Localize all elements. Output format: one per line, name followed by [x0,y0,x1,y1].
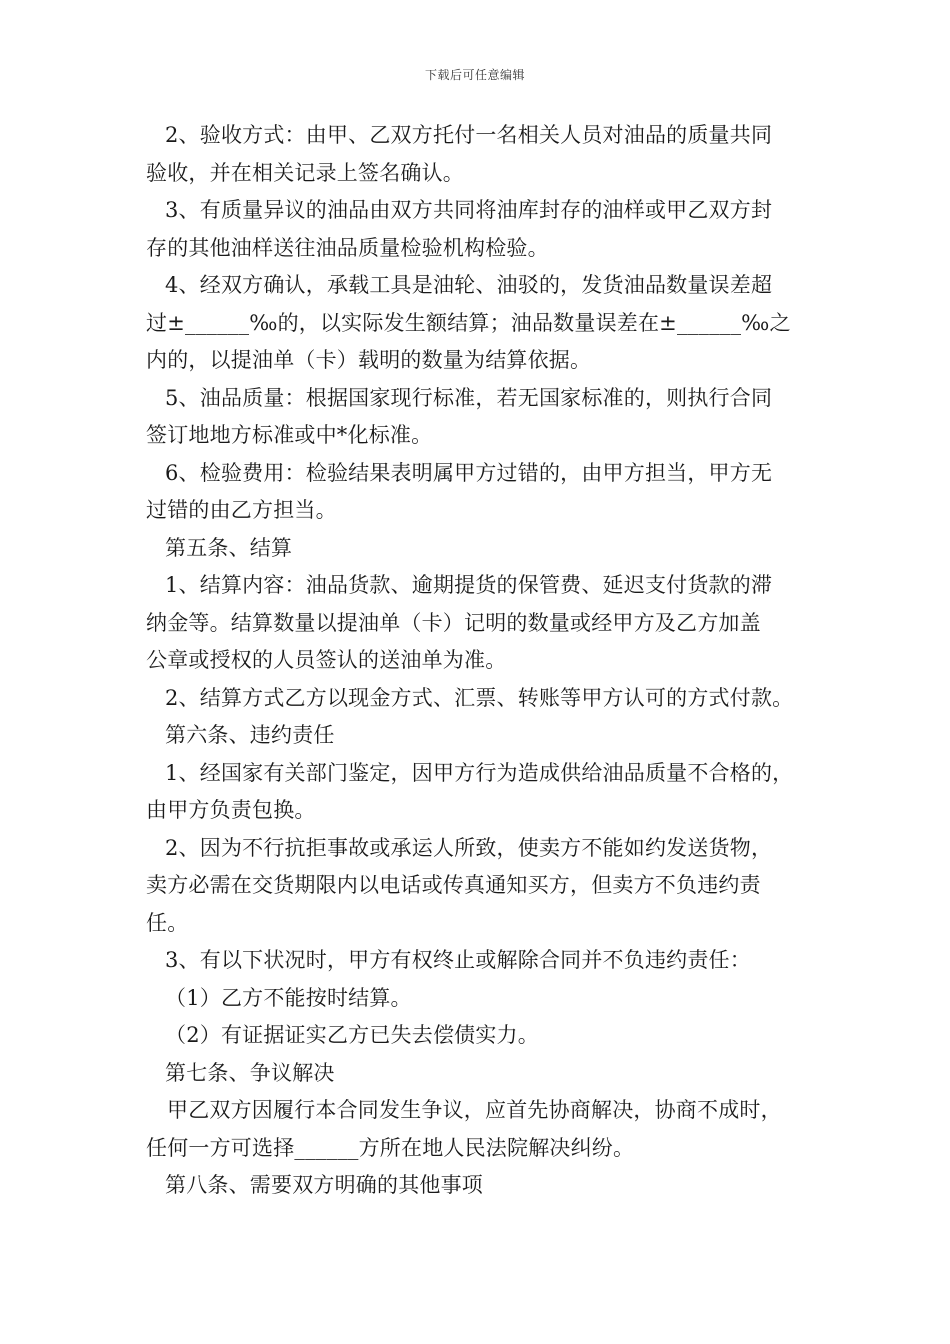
text-line: 卖方必需在交货期限内以电话或传真通知买方，但卖方不负违约责 [146,873,761,897]
page-header: 下载后可任意编辑 [424,68,525,82]
document-body [146,117,818,1205]
text-line: 过错的由乙方担当。 [146,498,337,522]
section-heading: 第六条、违约责任 [165,723,335,747]
text-line: 2、因为不行抗拒事故或承运人所致，使卖方不能如约发送货物， [165,835,773,860]
text-line: 2、结算方式乙方以现金方式、汇票、转账等甲方认可的方式付款。 [165,685,794,710]
section-heading: 第七条、争议解决 [165,1060,335,1085]
text-line: 5、油品质量：根据国家现行标准，若无国家标准的，则执行合同 [165,385,773,410]
text-line: 内的，以提油单（卡）载明的数量为结算依据。 [146,348,592,372]
text-line: 存的其他油样送往油品质量检验机构检验。 [146,235,549,260]
text-line: 由甲方负责包换。 [146,798,316,822]
text-line: （1）乙方不能按时结算。 [165,985,412,1010]
text-line: 公章或授权的人员签认的送油单为准。 [146,648,507,672]
text-line: 纳金等。结算数量以提油单（卡）记明的数量或经甲方及乙方加盖 [146,610,761,635]
text-line: 1、经国家有关部门鉴定，因甲方行为造成供给油品质量不合格的， [165,760,794,785]
text-line: 4、经双方确认，承载工具是油轮、油驳的，发货油品数量误差超 [165,273,773,297]
text-line: 过±______‰的，以实际发生额结算；油品数量误差在±______‰之 [146,310,791,335]
section-heading: 第八条、需要双方明确的其他事项 [165,1173,483,1197]
text-line: 6、检验费用：检验结果表明属甲方过错的，由甲方担当，甲方无 [165,460,773,485]
text-line: 3、有质量异议的油品由双方共同将油库封存的油样或甲乙双方封 [165,198,773,222]
text-line: （2）有证据证实乙方已失去偿债实力。 [165,1023,539,1047]
text-line: 任何一方可选择______方所在地人民法院解决纠纷。 [146,1135,635,1160]
text-line: 1、结算内容：油品货款、逾期提货的保管费、延迟支付货款的滞 [165,573,773,597]
text-line: 签订地地方标准或中*化标准。 [146,423,433,447]
text-line: 任。 [146,910,189,935]
section-heading: 第五条、结算 [165,535,293,560]
text-line: 3、有以下状况时，甲方有权终止或解除合同并不负违约责任： [165,948,751,972]
text-line: 2、验收方式：由甲、乙双方托付一名相关人员对油品的质量共同 [165,123,773,147]
text-line: 甲乙双方因履行本合同发生争议，应首先协商解决，协商不成时， [167,1098,782,1122]
text-line: 验收，并在相关记录上签名确认。 [146,160,464,185]
